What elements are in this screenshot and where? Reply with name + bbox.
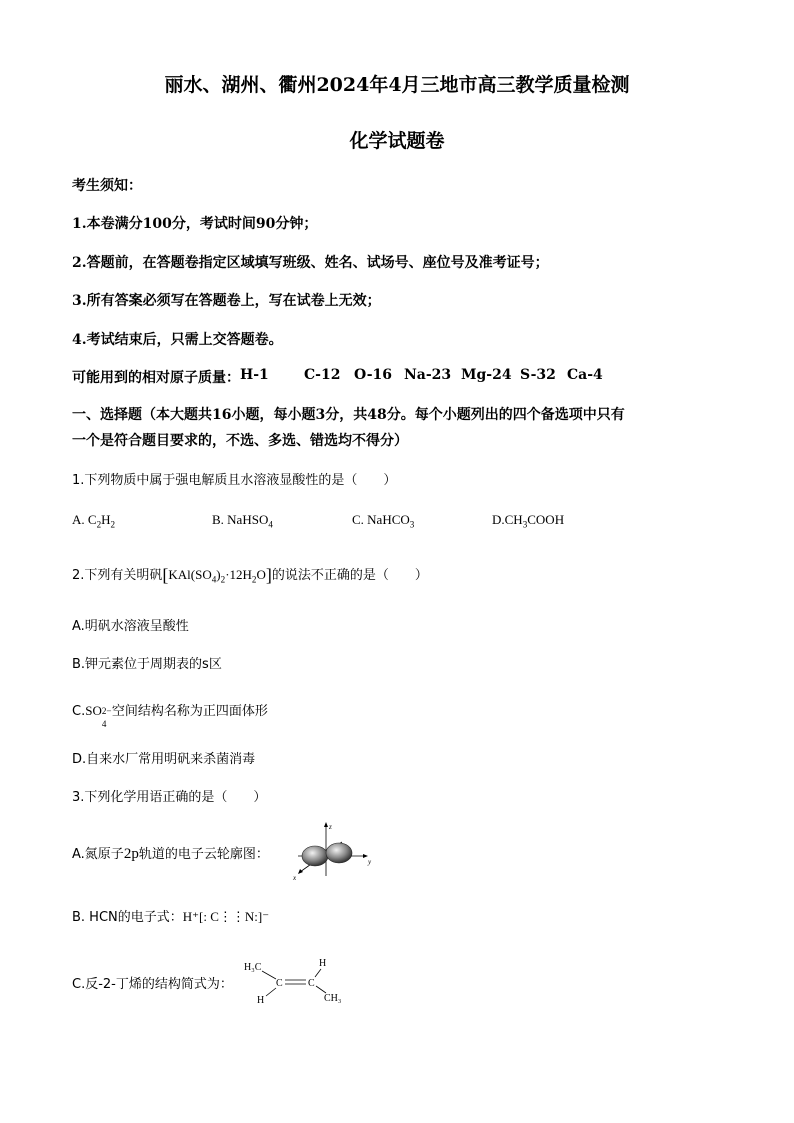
mass-ca: Ca-4 [567,367,603,383]
q3-option-b: B. HCN的电子式：H⁺[: C⋮⋮N:]⁻ [72,909,270,925]
orbital-lobe-left [302,846,328,866]
bond-c-h-right [315,969,321,977]
exam-title: 丽水、湖州、衢州2024年4月三地市高三教学质量检测 [164,74,630,96]
mass-o: O-16 [354,367,393,383]
ch3-group: CH₃ [324,993,342,1004]
bond-c-h-left [266,988,276,996]
carbon-right: C [308,978,315,989]
z-axis-label: z [329,823,332,831]
orbital-lobe-right [326,843,352,863]
trans-2-butene-structure [242,955,352,1005]
section-heading-line2: 一个是符合题目要求的，不选、多选、错选均不得分） [72,433,408,449]
y-axis-label: y [368,858,372,866]
bond-h3c-c [262,971,276,979]
q1-option-b: B. NaHSO$_4$ [212,512,273,530]
bond-c-ch3 [316,986,326,993]
x-axis-arrow [298,869,303,874]
q1-stem: 1.下列物质中属于强电解质且水溶液显酸性的是（ ） [72,473,397,488]
notice-item-1: 1.本卷满分100分，考试时间90分钟； [72,216,318,232]
q2-option-b: B.钾元素位于周期表的s区 [72,657,222,672]
notice-heading: 考生须知： [72,178,142,194]
notice-item-3: 3.所有答案必须写在答题卷上，写在试卷上无效； [72,293,381,309]
mass-c: C-12 [304,367,341,383]
q1-option-d: $D.CH_3COOH$ [492,512,565,530]
q2-option-a: A.明矾水溶液呈酸性 [72,619,189,634]
p-orbital-figure [288,820,378,882]
notice-item-4: 4.考试结束后，只需上交答题卷。 [72,332,283,348]
exam-subtitle: 化学试题卷 [349,130,445,152]
atomic-mass-line [72,367,603,387]
z-axis-arrow [324,822,328,827]
carbon-left: C [276,978,283,989]
section-heading-line1: 一、选择题（本大题共16小题，每小题3分，共48分。每个小题列出的四个备选项中只有 [72,407,625,423]
q3-option-c: C.反-2-丁烯的结构简式为： [72,977,233,992]
q1-option-a: A. $C_2H_2$ [72,512,116,530]
q3-option-a: A.氮原子2p轨道的电子云轮廓图： [72,846,269,862]
mass-na: Na-23 [404,367,452,383]
hcn-electron-formula: H⁺[: C⋮⋮N:]⁻ [182,909,270,924]
q1-options [72,512,772,536]
hydrogen-right: H [319,958,327,969]
q1-option-c: C. NaHCO$_3$ [352,512,415,530]
q2-option-c: C.SO 2− 4 空间结构名称为正四面体形 [72,703,268,729]
hydrogen-left: H [257,995,265,1005]
x-axis-label: x [293,874,297,882]
notice-item-2: 2.答题前，在答题卷指定区域填写班级、姓名、试场号、座位号及准考证号； [72,255,549,271]
h3c-group: H₃C [244,962,262,973]
atomic-mass-label: 可能用到的相对原子质量： [72,370,240,386]
mass-s: S-32 [520,367,556,383]
q3-stem: 3.下列化学用语正确的是（ ） [72,790,267,805]
q2-option-d: D.自来水厂常用明矾来杀菌消毒 [72,752,256,767]
q2-stem: 2.下列有关明矾$[KAl(SO_4)_2\cdot 12H_2O]$的说法不正确的是（ ） [72,565,428,585]
mass-mg: Mg-24 [461,367,512,383]
mass-h: H-1 [240,367,269,383]
